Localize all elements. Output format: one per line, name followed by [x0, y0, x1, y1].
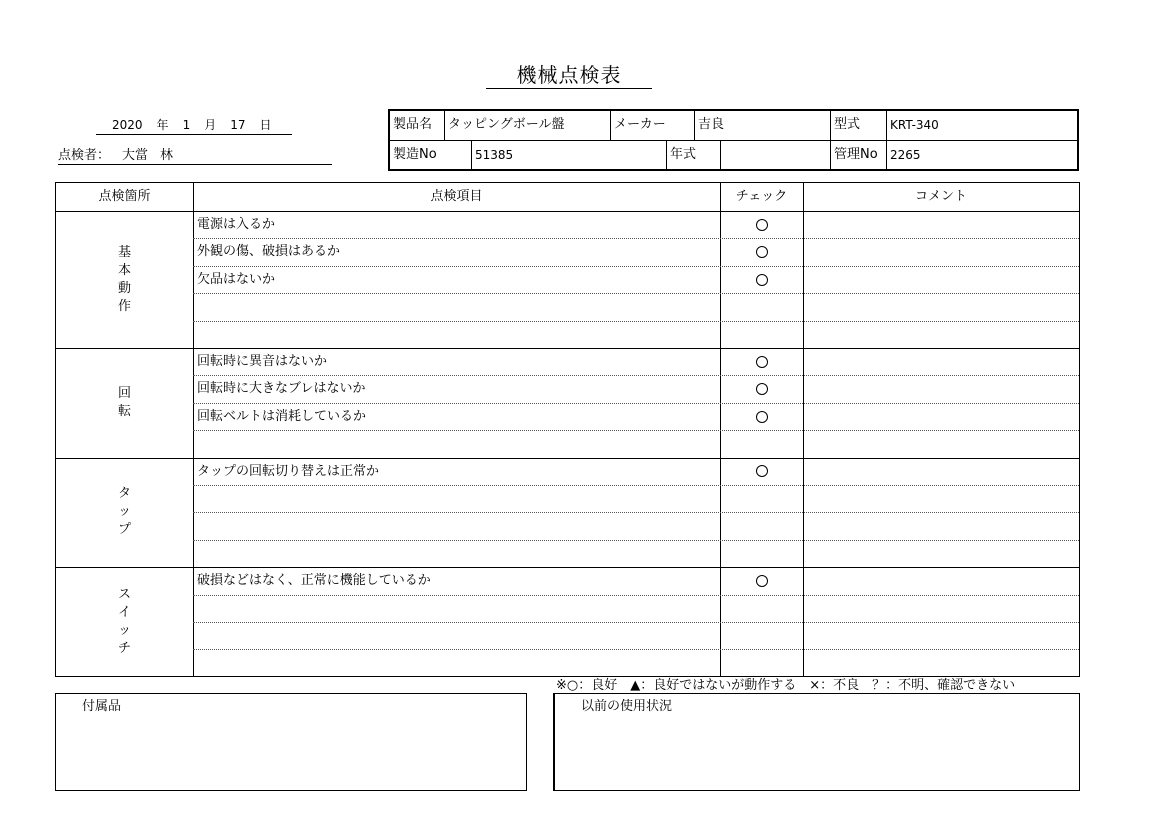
row-divider — [193, 540, 1079, 541]
comment-cell — [803, 430, 807, 457]
header-location: 点検箇所 — [98, 189, 151, 204]
maker-label: メーカー — [614, 117, 666, 132]
previous-usage-box — [553, 693, 1080, 791]
row-divider — [193, 622, 1079, 623]
check-good-icon — [756, 246, 768, 258]
product-name-label: 製品名 — [393, 117, 433, 132]
header-item: 点検項目 — [430, 189, 483, 204]
inspection-item — [193, 321, 197, 348]
product-name: タッピングボール盤 — [448, 117, 565, 132]
section-label: 基本動作 — [117, 244, 131, 314]
comment-cell — [803, 649, 807, 676]
comment-cell — [803, 458, 807, 485]
header-check: チェック — [735, 189, 788, 204]
comment-cell — [803, 485, 807, 512]
inspection-item: 回転時に大きなブレはないか — [197, 381, 366, 397]
management-number: 2265 — [890, 148, 921, 162]
inspector-surname: 大當 — [122, 148, 149, 163]
product-info-table — [388, 109, 1079, 171]
row-divider — [193, 430, 1079, 431]
serial-label: 製造No — [393, 147, 437, 162]
comment-cell — [803, 403, 807, 430]
row-divider — [193, 595, 1079, 596]
management-number-label: 管理No — [834, 147, 878, 162]
row-divider — [193, 485, 1079, 486]
inspector-given-name: 林 — [160, 148, 174, 163]
check-good-icon — [756, 411, 768, 423]
comment-cell — [803, 540, 807, 567]
accessories-box — [55, 693, 527, 791]
check-good-icon — [756, 383, 768, 395]
inspection-item — [193, 649, 197, 676]
row-divider — [193, 321, 1079, 322]
section-label: タップ — [117, 486, 131, 538]
date-month-unit: 月 — [204, 118, 217, 132]
row-divider — [193, 293, 1079, 294]
date-day-unit: 日 — [259, 118, 272, 132]
inspection-item: タップの回転切り替えは正常か — [197, 463, 380, 479]
row-divider — [193, 649, 1079, 650]
check-good-icon — [756, 219, 768, 231]
check-good-icon — [756, 575, 768, 587]
inspector-label: 点検者： — [58, 148, 111, 163]
inspection-item — [193, 595, 197, 622]
inspection-item — [193, 540, 197, 567]
inspection-item: 破損などはなく、正常に機能しているか — [197, 573, 431, 589]
accessories-label: 付属品 — [82, 699, 122, 714]
comment-cell — [803, 567, 807, 594]
comment-cell — [803, 293, 807, 320]
comment-cell — [803, 622, 807, 649]
check-legend: ※○：良好 ▲：良好ではないが動作する ×：不良 ？：不明、確認できない — [556, 678, 1016, 693]
comment-cell — [803, 211, 807, 238]
model: KRT-340 — [890, 118, 939, 132]
inspection-item — [193, 512, 197, 539]
inspection-item: 欠品はないか — [197, 271, 276, 287]
comment-cell — [803, 375, 807, 402]
inspection-table — [55, 182, 1080, 677]
row-divider — [193, 266, 1079, 267]
inspection-item — [193, 622, 197, 649]
previous-usage-label: 以前の使用状況 — [581, 699, 673, 714]
model-label: 型式 — [834, 117, 861, 132]
date-month: 1 — [182, 118, 191, 132]
check-good-icon — [756, 356, 768, 368]
header-comment: コメント — [914, 189, 967, 204]
check-good-icon — [756, 274, 768, 286]
inspection-item: 回転ベルトは消耗しているか — [197, 408, 367, 424]
inspection-date — [96, 117, 292, 135]
comment-cell — [803, 348, 807, 375]
date-day: 17 — [230, 118, 246, 132]
row-divider — [193, 512, 1079, 513]
comment-cell — [803, 321, 807, 348]
inspection-item — [193, 430, 197, 457]
serial-number: 51385 — [475, 148, 514, 162]
date-year-unit: 年 — [156, 118, 169, 132]
inspection-item: 外観の傷、破損はあるか — [197, 244, 341, 260]
inspection-item — [193, 293, 197, 320]
comment-cell — [803, 266, 807, 293]
comment-cell — [803, 238, 807, 265]
page-title: 機械点検表 — [486, 62, 652, 89]
inspector — [58, 147, 332, 165]
comment-cell — [803, 512, 807, 539]
inspection-item: 電源は入るか — [197, 217, 276, 232]
comment-cell — [803, 595, 807, 622]
inspection-item — [193, 485, 197, 512]
section-label: スイッチ — [117, 587, 131, 656]
maker: 吉良 — [698, 117, 725, 132]
date-year: 2020 — [112, 118, 143, 132]
section-label: 回転 — [117, 385, 131, 419]
check-good-icon — [756, 465, 768, 477]
inspection-item: 回転時に異音はないか — [197, 354, 328, 369]
model-year-label: 年式 — [670, 147, 697, 162]
